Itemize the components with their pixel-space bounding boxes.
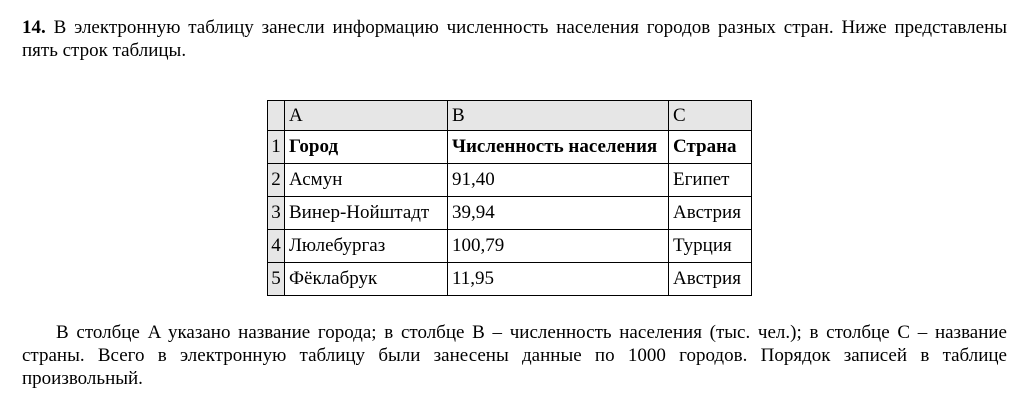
cell-b2: 91,40 [448,164,669,197]
table-row [268,197,752,230]
corner-cell [268,101,285,131]
table-row [268,230,752,263]
column-header-b: B [448,101,669,131]
cell-c2: Египет [669,164,752,197]
cell-a4: Люлебургаз [285,230,448,263]
cell-b3: 39,94 [448,197,669,230]
cell-a5: Фёклабрук [285,263,448,296]
cell-c5: Австрия [669,263,752,296]
row-number: 4 [268,230,285,263]
table-row [268,164,752,197]
row-number: 2 [268,164,285,197]
cell-b4: 100,79 [448,230,669,263]
row-number: 3 [268,197,285,230]
cell-b5: 11,95 [448,263,669,296]
table-row [268,131,752,164]
question-intro [22,16,1007,62]
cell-b1: Численность населения [448,131,669,164]
column-header-a: A [285,101,448,131]
question-number: 14. [22,17,46,38]
cell-a1: Город [285,131,448,164]
cell-c3: Австрия [669,197,752,230]
question-intro-text: В электронную таблицу занесли информацию численность населения городов разных стран. Ниже представлены пять строк таблицы. [22,17,1008,61]
cell-a3: Винер-Нойштадт [285,197,448,230]
column-header-row [268,101,752,131]
row-number: 1 [268,131,285,164]
cell-c4: Турция [669,230,752,263]
column-header-c: C [669,101,752,131]
cell-c1: Страна [669,131,752,164]
cell-a2: Асмун [285,164,448,197]
row-number: 5 [268,263,285,296]
spreadsheet-table [267,100,752,296]
table-row [268,263,752,296]
question-outro: В столбце A указано название города; в столбце B – численность населения (тыс. чел.); в столбце C – название страны. Всего в электронную таблицу были занесены данные по 1000 городов. Порядок записей в таблице произвольный. [22,322,1007,389]
